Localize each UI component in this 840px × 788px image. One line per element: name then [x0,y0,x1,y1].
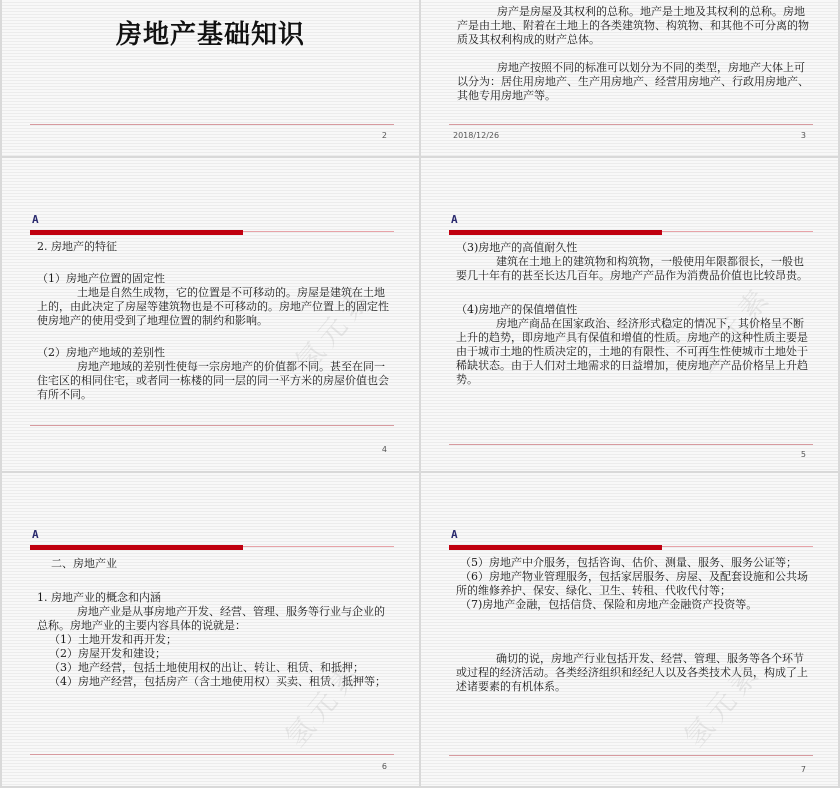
slide-letter-marker: A [32,528,39,541]
spacer [456,612,812,652]
accent-red-bar [449,230,662,235]
slide-date: 2018/12/26 [453,131,500,140]
spacer [37,571,393,591]
page-number: 6 [381,762,387,771]
slide-6[interactable] [2,473,419,786]
paragraph-types: 房地产按照不同的标准可以划分为不同的类型，房地产大体上可以分为：居住用房地产、生产用房地产、经营用房地产、行政用房地产、其他专用房地产等。 [457,61,809,102]
subheading-appreciation: （4)房地产的保值增值性 [456,303,578,316]
page-number: 5 [800,450,806,459]
slide-3[interactable] [421,0,838,156]
watermark: 氢元素 [687,279,779,379]
list-item: （4）房地产经营，包括房产（含土地使用权）买卖、租赁、抵押等； [49,675,386,688]
section-heading: 二、房地产业 [51,557,117,570]
footer-divider [30,425,394,426]
page-number: 7 [800,765,806,774]
paragraph-fixed-location: 土地是自然生成物，它的位置是不可移动的。房屋是建筑在土地上的，由此决定了房屋等建筑物也是不可移动的。房地产位置上的固定性使房地产的使用受到了地理位置的制约和影响。 [37,286,389,327]
footer-divider [30,754,394,755]
list-item: （1）土地开发和再开发； [49,633,177,646]
subheading-durability: （3)房地产的高值耐久性 [456,241,578,254]
accent-red-bar [30,230,243,235]
slide-2[interactable] [2,0,419,156]
footer-divider [449,755,813,756]
slide-7[interactable] [421,473,838,786]
footer-divider [449,444,813,445]
paragraph-appreciation: 房地产商品在国家政治、经济形式稳定的情况下，其价格呈不断上升的趋势，即房地产具有保值和增值的性质。房地产的这种性质主要是由于城市土地的性质决定的，土地的有限性、不可再生性使城市土地处于稀缺状态。由于人们对土地需求的日益增加，使房地产产品价格呈上升趋势。 [456,317,808,386]
paragraph-conclusion: 确切的说，房地产行业包括开发、经营、管理、服务等各个环节或过程的经济活动。各类经济组织和经纪人以及各类技术人员，构成了上述诸要素的有机体系。 [456,652,808,693]
slide-4[interactable] [2,158,419,471]
slide-body [457,5,812,103]
list-item: （7)房地产金融，包括信贷、保险和房地产金融资产投资等。 [460,598,758,611]
section-heading: 2. 房地产的特征 [37,240,117,253]
accent-red-bar [30,545,243,550]
list-item: （5）房地产中介服务，包括咨询、估价、测量、服务、服务公证等； [460,556,797,569]
paragraph-durability: 建筑在土地上的建筑物和构筑物，一般使用年限都很长，一般也要几十年有的甚至长达几百年。房地产产品作为消费品价值也比较昂贵。 [456,255,808,282]
accent-thin-line [243,546,394,547]
footer-divider [449,124,813,125]
paragraph-intro: 房地产业是从事房地产开发、经营、管理、服务等行业与企业的总称。房地产业的主要内容具体的说就是： [37,605,385,632]
watermark: 氢元素 [677,654,769,754]
slide-letter-marker: A [32,213,39,226]
page-number: 4 [381,445,387,454]
accent-thin-line [662,546,813,547]
slide-letter-marker: A [451,213,458,226]
page-number: 2 [381,131,387,140]
list-item: （6）房地产物业管理服务，包括家居服务、房屋、及配套设施和公共场所的维修养护、保安、绿化、卫生、转租、代收代付等； [456,570,808,597]
subheading-fixed-location: （1）房地产位置的固定性 [37,272,165,285]
slide-title: 房地产基础知识 [115,20,305,50]
watermark: 氢元素 [278,654,370,754]
footer-divider [30,124,394,125]
page-number: 3 [800,131,806,140]
spacer [457,47,812,61]
spacer [37,254,393,272]
watermark: 氢元素 [288,279,380,379]
accent-red-bar [449,545,662,550]
accent-thin-line [662,231,813,232]
list-item: （2）房屋开发和建设； [49,647,166,660]
paragraph-definition: 房产是房屋及其权利的总称。地产是土地及其权利的总称。房地产是由土地、附着在土地上的各类建筑物、构筑物、和其他不可分离的物质及其权利构成的财产总体。 [457,5,809,46]
accent-thin-line [243,231,394,232]
slide-5[interactable] [421,158,838,471]
slide-letter-marker: A [451,528,458,541]
list-item: （3）地产经营，包括土地使用权的出让、转让、租赁、和抵押； [49,661,364,674]
paragraph-regional-difference: 房地产地域的差别性使每一宗房地产的价值都不同。甚至在同一住宅区的相同住宅，或者同一栋楼的同一层的同一平方米的房屋价值也会有所不同。 [37,360,389,401]
subheading-concept: 1. 房地产业的概念和内涵 [37,591,161,604]
subheading-regional-difference: （2）房地产地域的差别性 [37,346,165,359]
